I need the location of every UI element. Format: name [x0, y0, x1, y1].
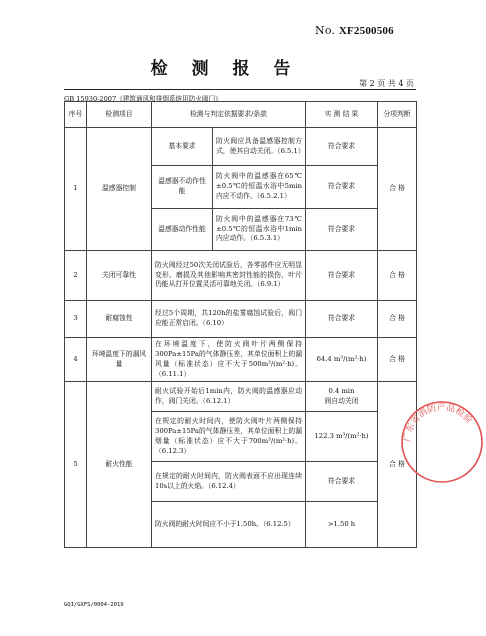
report-number [315, 24, 394, 37]
requirement-text: 在规定的耐火时间内，防火阀表面不应出现连续10s以上的火焰。（6.12.4） [152, 462, 306, 502]
sub-item-name: 温感器不动作性能 [152, 166, 213, 209]
table-header-row [65, 102, 417, 128]
row-seq: 4 [65, 338, 87, 382]
inspection-seal [398, 398, 486, 486]
header-seq: 序号 [65, 102, 87, 128]
sub-item-name: 温感器动作性能 [152, 209, 213, 251]
result-value: 64.4 m³/(m²·h) [306, 338, 378, 382]
test-results-table [64, 101, 417, 548]
result-value: 符合要求 [306, 301, 378, 338]
verdict-value: 合 格 [378, 338, 417, 382]
sub-item-name: 基本要求 [152, 128, 213, 166]
requirement-text: 防火阀中的温感器在65℃±0.5℃的恒温水浴中5min内应不动作。（6.5.2.1） [213, 166, 306, 209]
result-value: >1.50 h [306, 502, 378, 548]
requirement-text: 防火阀应具备温感器控制方式，使其自动关闭。（6.5.1） [213, 128, 306, 166]
verdict-value: 合 格 [378, 251, 417, 301]
requirement-text: 在环境温度下，使防火阀叶片两侧保持300Pa±15Pa的气体静压差，其单位面积上的漏风量（标准状态）应不大于500m³/(m²·h)。（6.11.1） [152, 338, 306, 382]
result-value: 符合要求 [306, 462, 378, 502]
report-number-prefix: No. [315, 24, 336, 37]
table-row [65, 301, 417, 338]
table-row [65, 338, 417, 382]
verdict-value: 合 格 [378, 128, 417, 251]
requirement-text: 防火阀中的温感器在73℃±0.5℃的恒温水浴中1min内应动作。（6.5.3.1） [213, 209, 306, 251]
result-value: 122.3 m³/(m²·h) [306, 412, 378, 462]
row-item: 关闭可靠性 [87, 251, 152, 301]
header-result: 实 测 结 果 [306, 102, 378, 128]
verdict-value: 合 格 [378, 301, 417, 338]
row-seq: 2 [65, 251, 87, 301]
verdict-value: 合 格 [378, 382, 417, 548]
header-rule [64, 89, 416, 90]
requirement-text: 防火阀的耐火时间应不小于1.50h。（6.12.5） [152, 502, 306, 548]
header-verdict: 分项判断 [378, 102, 417, 128]
table-row [65, 382, 417, 412]
row-seq: 3 [65, 301, 87, 338]
result-value: 符合要求 [306, 166, 378, 209]
report-number-value: XF2500506 [338, 25, 394, 37]
row-seq: 5 [65, 382, 87, 548]
row-seq: 1 [65, 128, 87, 251]
standard-reference: GB 15930-2007《建筑通风和排烟系统用防火阀门》 [64, 95, 222, 103]
result-value: 符合要求 [306, 128, 378, 166]
document-title: 检 测 报 告 [150, 59, 300, 79]
row-item: 耐腐蚀性 [87, 301, 152, 338]
table-row [65, 251, 417, 301]
requirement-text: 防火阀经过50次关闭试验后，各零部件应无明显变形、磨损及其他影响其密封性能的损伤，叶片仍能从打开位置灵活可靠地关闭。（6.9.1） [152, 251, 306, 301]
header-requirement: 检测与判定依据要求/条款 [152, 102, 306, 128]
requirement-text: 耐火试验开始后1min内，防火阀的温感器应动作，阀门关闭。（6.12.1） [152, 382, 306, 412]
result-value: 符合要求 [306, 251, 378, 301]
requirement-text: 经过5个周期，共120h的盐雾腐蚀试验后，阀门应能正常启闭。（6.10） [152, 301, 306, 338]
header-item: 检测项目 [87, 102, 152, 128]
table-row [65, 128, 417, 166]
row-item: 环境温度下的漏风量 [87, 338, 152, 382]
seal-text: 广东省消防产品检验 [402, 402, 474, 443]
result-value: 0.4 min 阀自动关闭 [306, 382, 378, 412]
row-item: 耐火性能 [87, 382, 152, 548]
seal-ring [402, 402, 482, 482]
footer-code: GQI/GXFS/0004-2019 [64, 602, 124, 608]
page-info: 第 2 页 共 4 页 [359, 79, 414, 88]
result-value: 符合要求 [306, 209, 378, 251]
row-item: 温感器控制 [87, 128, 152, 251]
requirement-text: 在规定的耐火时间内，使防火阀叶片两侧保持300Pa±15Pa的气体静压差，其单位面积上的漏烟量（标准状态）应不大于700m³/(m²·h)。（6.12.3） [152, 412, 306, 462]
